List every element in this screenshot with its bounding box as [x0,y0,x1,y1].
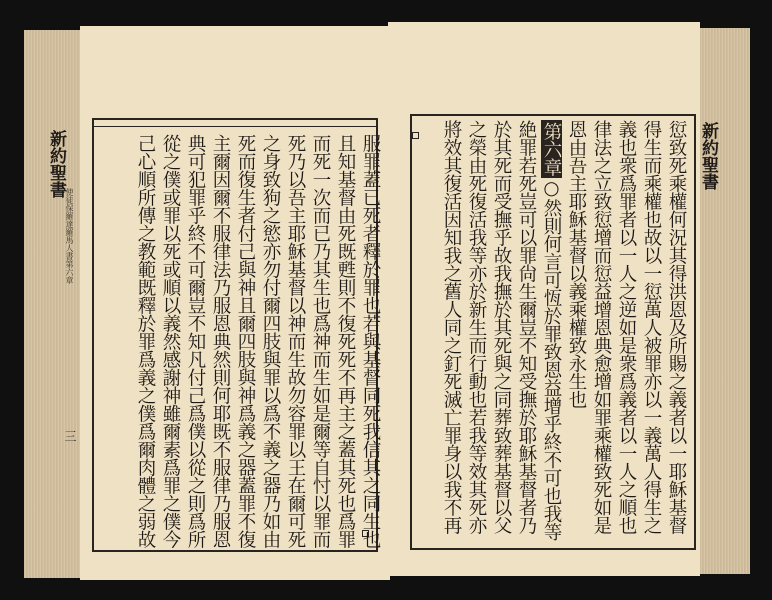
left-column-5: 之身致狗之慾亦勿付爾四肢與罪以爲不義之器乃如由 [260,134,281,548]
left-column-9: 從之僕或罪以死或順以義然感謝神雖爾素爲罪之僕今 [160,134,181,548]
right-column-1: 愆致死乘權何況其得洪恩及所賜之義者以一耶穌基督 [666,120,687,534]
right-page-corner-mark [412,132,419,139]
left-column-8: 典可犯罪乎終不可爾豈不知凡付己爲僕以從之則爲所 [185,134,206,548]
right-column-10: 將效其復活因知我之舊人同之釘死滅亡罪身以我不再 [441,120,462,534]
left-page-subheader: 使徒保羅達羅馬人書第六章 [65,188,74,284]
left-page-header: 新約聖書 [46,130,66,198]
right-column-8: 於其死而受撫乎故我撫於其死與之同葬致葬基督以父 [491,120,512,534]
left-page-number: 三 [63,430,77,442]
right-column-3: 義也衆爲罪者以一人之逆如是衆爲義者以一人之順也 [616,120,637,534]
left-column-6: 死而復生者付己與神且爾四肢與神爲義之器蓋罪不復 [235,134,256,548]
left-column-2: 且知基督由死既甦則不復死死不再主之蓋其死也爲罪 [335,134,356,548]
right-column-5: 恩由吾主耶穌基督以義乘權致永生也 [566,120,587,408]
left-column-4: 死乃以吾主耶穌基督以神而生故勿容罪以王在爾可死 [285,134,306,548]
left-column-3: 而死一次而已乃其生也爲神而生如是爾等自忖以罪而 [310,134,331,548]
right-column-6-text: ○然則何言可恆於罪致恩益增乎終不可也我等 [541,178,562,541]
left-page-stack [24,30,84,578]
left-page-inner-rule [92,126,378,127]
right-column-4: 律法之立致愆增而愆益增恩典愈增如罪乘權致死如是 [591,120,612,534]
left-column-1: 服罪蓋已死者釋於罪也若與基督同死我信其之同生也 [360,134,381,548]
right-column-9: 之榮由死復活我等亦於新生而行動也若我等效其死亦 [466,120,487,534]
right-page-header: 新約聖書 [698,122,718,190]
right-page-stack [694,28,750,574]
chapter-label: 第六章 [541,122,562,176]
right-column-6 [539,120,563,541]
right-column-2: 得生而乘權也故以一愆萬人被罪亦以一義萬人得生之 [641,120,662,534]
left-column-7: 主爾因爾不服律法乃服恩典然則何耶既不服律乃服恩 [210,134,231,548]
left-column-10: 己心順所傳之教範既釋於罪爲義之僕爲爾肉體之弱故 [135,134,156,548]
right-column-7: 絶罪若死豈可以罪尙生爾豈不知受撫於耶穌基督者乃 [516,120,537,534]
